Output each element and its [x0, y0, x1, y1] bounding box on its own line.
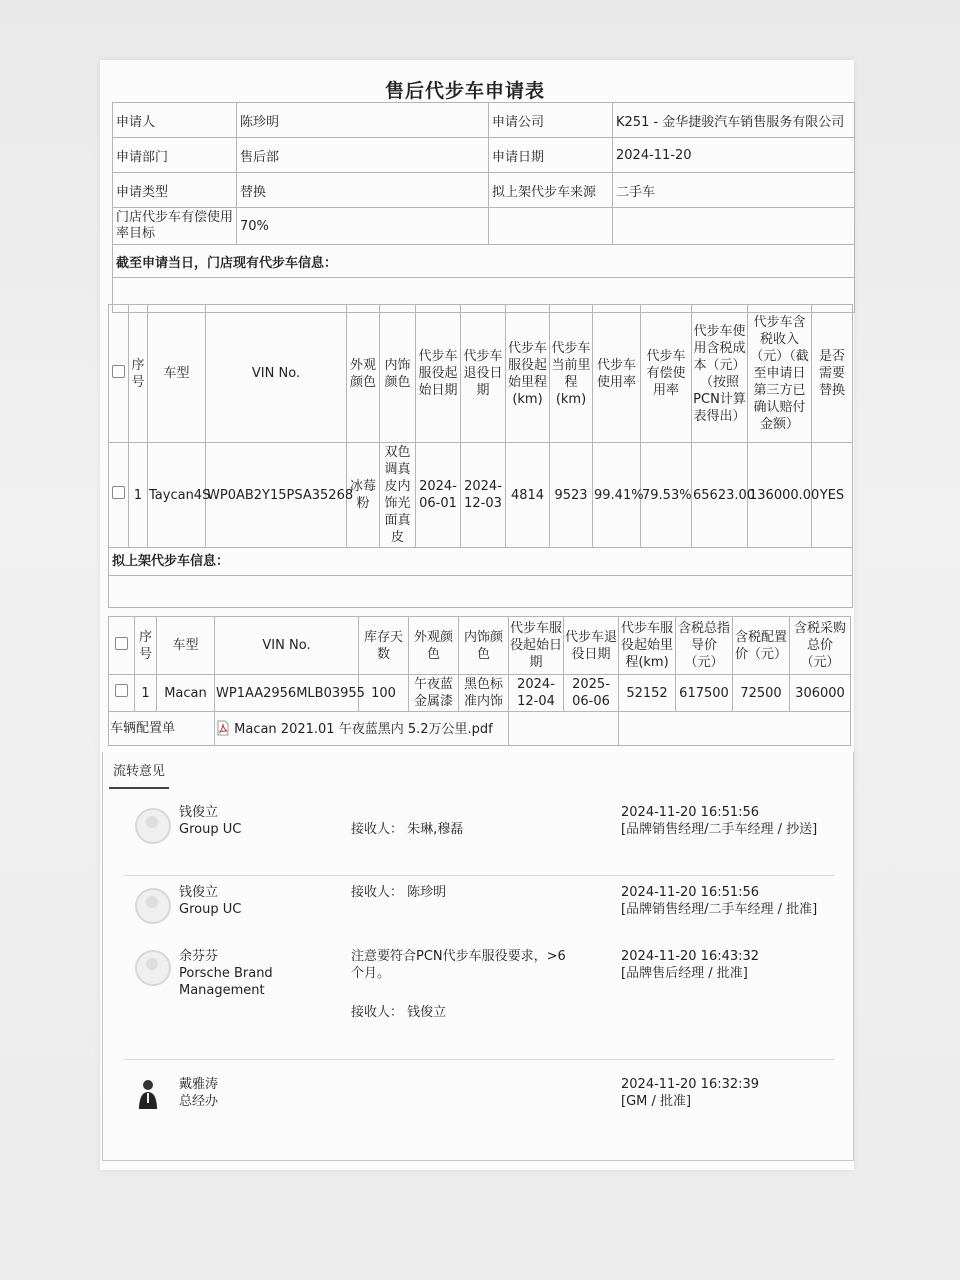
target-label: 门店代步车有偿使用率目标 [113, 208, 237, 245]
cell-start-date: 2024-12-04 [509, 675, 564, 712]
approval-note: 注意要符合PCN代步车服役要求，>6个月。 [351, 949, 566, 981]
action: [品牌销售经理/二手车经理 / 抄送] [621, 822, 818, 837]
cell-start-mileage: 4814 [506, 443, 550, 548]
company-value: K251 - 金华捷骏汽车销售服务有限公司 [613, 103, 855, 138]
col-seq: 序号 [129, 305, 148, 443]
cell-income: 136000.00 [748, 443, 812, 548]
timestamp: 2024-11-20 16:43:32 [621, 949, 760, 964]
timestamp: 2024-11-20 16:51:56 [621, 885, 760, 900]
col-stock-days: 库存天数 [359, 617, 409, 675]
config-attachment[interactable] [215, 712, 509, 746]
tab-flow-comments[interactable]: 流转意见 [109, 752, 169, 789]
timestamp: 2024-11-20 16:32:39 [621, 1077, 760, 1092]
date-value: 2024-11-20 [613, 138, 855, 173]
type-label: 申请类型 [113, 173, 237, 208]
list-item [123, 804, 835, 876]
cell-ext-color: 冰莓粉 [347, 443, 380, 548]
avatar [135, 808, 171, 844]
receiver-label: 接收人： [351, 1005, 404, 1020]
cell-vin: WP0AB2Y15PSA35268 [206, 443, 347, 548]
row-checkbox[interactable] [115, 684, 128, 697]
col-guide-price: 含税总指导价（元） [676, 617, 733, 675]
col-int-color: 内饰颜色 [459, 617, 509, 675]
action: [GM / 批准] [621, 1094, 692, 1109]
flow-comments-panel [102, 752, 854, 1161]
user-photo-icon [137, 1078, 159, 1110]
col-purchase-price: 含税采购总价（元） [790, 617, 851, 675]
cell-replace: YES [812, 443, 853, 548]
cell-start-mileage: 52152 [619, 675, 676, 712]
approver-name: 钱俊立 [179, 885, 219, 900]
application-form [100, 60, 854, 1170]
select-all-checkbox[interactable] [112, 365, 125, 378]
cell-seq: 1 [135, 675, 157, 712]
approver-role: Group UC [179, 902, 242, 917]
planned-vehicle-table [108, 616, 851, 746]
col-vin: VIN No. [215, 617, 359, 675]
cell-current-mileage: 9523 [550, 443, 593, 548]
cell-config-price: 72500 [733, 675, 790, 712]
cell-start-date: 2024-06-01 [416, 443, 461, 548]
cell-model: Taycan4S [148, 443, 206, 548]
pdf-file-icon [216, 720, 230, 736]
cell-stock-days: 100 [359, 675, 409, 712]
cell-retire-date: 2025-06-06 [564, 675, 619, 712]
applicant-label: 申请人 [113, 103, 237, 138]
cell-retire-date: 2024-12-03 [461, 443, 506, 548]
col-model: 车型 [148, 305, 206, 443]
planned-select-all-checkbox[interactable] [115, 637, 128, 650]
source-label: 拟上架代步车来源 [489, 173, 613, 208]
col-retire-date: 代步车退役日期 [564, 617, 619, 675]
cell-usage-rate: 99.41% [593, 443, 641, 548]
approver-role: 总经办 [179, 1094, 219, 1109]
col-replace: 是否需要替换 [812, 305, 853, 443]
col-retire-date: 代步车退役日期 [461, 305, 506, 443]
list-item [123, 948, 835, 1060]
avatar [135, 950, 171, 986]
cell-cost: 65623.00 [692, 443, 748, 548]
company-label: 申请公司 [489, 103, 613, 138]
col-usage-rate: 代步车使用率 [593, 305, 641, 443]
avatar [135, 888, 171, 924]
col-cost: 代步车使用含税成本（元）（按照PCN计算表得出） [692, 305, 748, 443]
approver-name: 余芬芬 [179, 949, 219, 964]
col-current-mileage: 代步车当前里程(km) [550, 305, 593, 443]
col-vin: VIN No. [206, 305, 347, 443]
col-start-date: 代步车服役起始日期 [509, 617, 564, 675]
col-model: 车型 [157, 617, 215, 675]
table-row [109, 675, 851, 712]
col-start-mileage: 代步车服役起始里程(km) [619, 617, 676, 675]
col-int-color: 内饰颜色 [380, 305, 416, 443]
existing-section-heading: 截至申请当日，门店现有代步车信息： [113, 245, 855, 278]
col-ext-color: 外观颜色 [347, 305, 380, 443]
col-start-mileage: 代步车服役起始里程(km) [506, 305, 550, 443]
dept-label: 申请部门 [113, 138, 237, 173]
col-seq: 序号 [135, 617, 157, 675]
type-value: 替换 [237, 173, 489, 208]
cell-guide-price: 617500 [676, 675, 733, 712]
form-title: 售后代步车申请表 [384, 80, 545, 102]
config-file-link[interactable]: Macan 2021.01 午夜蓝黑内 5.2万公里.pdf [234, 721, 493, 737]
cell-int-color: 双色调真皮内饰光面真皮 [380, 443, 416, 548]
action: [品牌销售经理/二手车经理 / 批准] [621, 902, 818, 917]
list-item [123, 884, 835, 944]
cell-int-color: 黑色标准内饰 [459, 675, 509, 712]
receiver-label: 接收人： [351, 885, 404, 900]
existing-vehicle-table [108, 304, 853, 608]
applicant-value: 陈珍明 [237, 103, 489, 138]
cell-vin: WP1AA2956MLB03955 [215, 675, 359, 712]
receiver-label: 接收人： [351, 822, 404, 837]
col-paid-usage-rate: 代步车有偿使用率 [641, 305, 692, 443]
list-item [123, 1076, 835, 1136]
source-value: 二手车 [613, 173, 855, 208]
approver-role: Porsche Brand Management [179, 966, 273, 998]
receiver-value: 陈珍明 [407, 885, 447, 900]
date-label: 申请日期 [489, 138, 613, 173]
cell-paid-usage-rate: 79.53% [641, 443, 692, 548]
config-label: 车辆配置单 [109, 712, 215, 746]
approver-role: Group UC [179, 822, 242, 837]
planned-section-heading: 拟上架代步车信息： [109, 548, 853, 576]
col-start-date: 代步车服役起始日期 [416, 305, 461, 443]
col-ext-color: 外观颜色 [409, 617, 459, 675]
row-checkbox[interactable] [112, 486, 125, 499]
action: [品牌售后经理 / 批准] [621, 966, 748, 981]
cell-purchase-price: 306000 [790, 675, 851, 712]
cell-seq: 1 [129, 443, 148, 548]
cell-ext-color: 午夜蓝金属漆 [409, 675, 459, 712]
target-value: 70% [237, 208, 489, 245]
applicant-info-table [112, 102, 855, 313]
receiver-value: 朱琳,穆磊 [407, 822, 464, 837]
dept-value: 售后部 [237, 138, 489, 173]
table-row [109, 443, 853, 548]
cell-model: Macan [157, 675, 215, 712]
approver-name: 钱俊立 [179, 805, 219, 820]
timestamp: 2024-11-20 16:51:56 [621, 805, 760, 820]
col-config-price: 含税配置价（元） [733, 617, 790, 675]
col-income: 代步车含税收入（元）（截至申请日第三方已确认赔付金额） [748, 305, 812, 443]
approver-name: 戴雅涛 [179, 1077, 219, 1092]
receiver-value: 钱俊立 [407, 1005, 447, 1020]
